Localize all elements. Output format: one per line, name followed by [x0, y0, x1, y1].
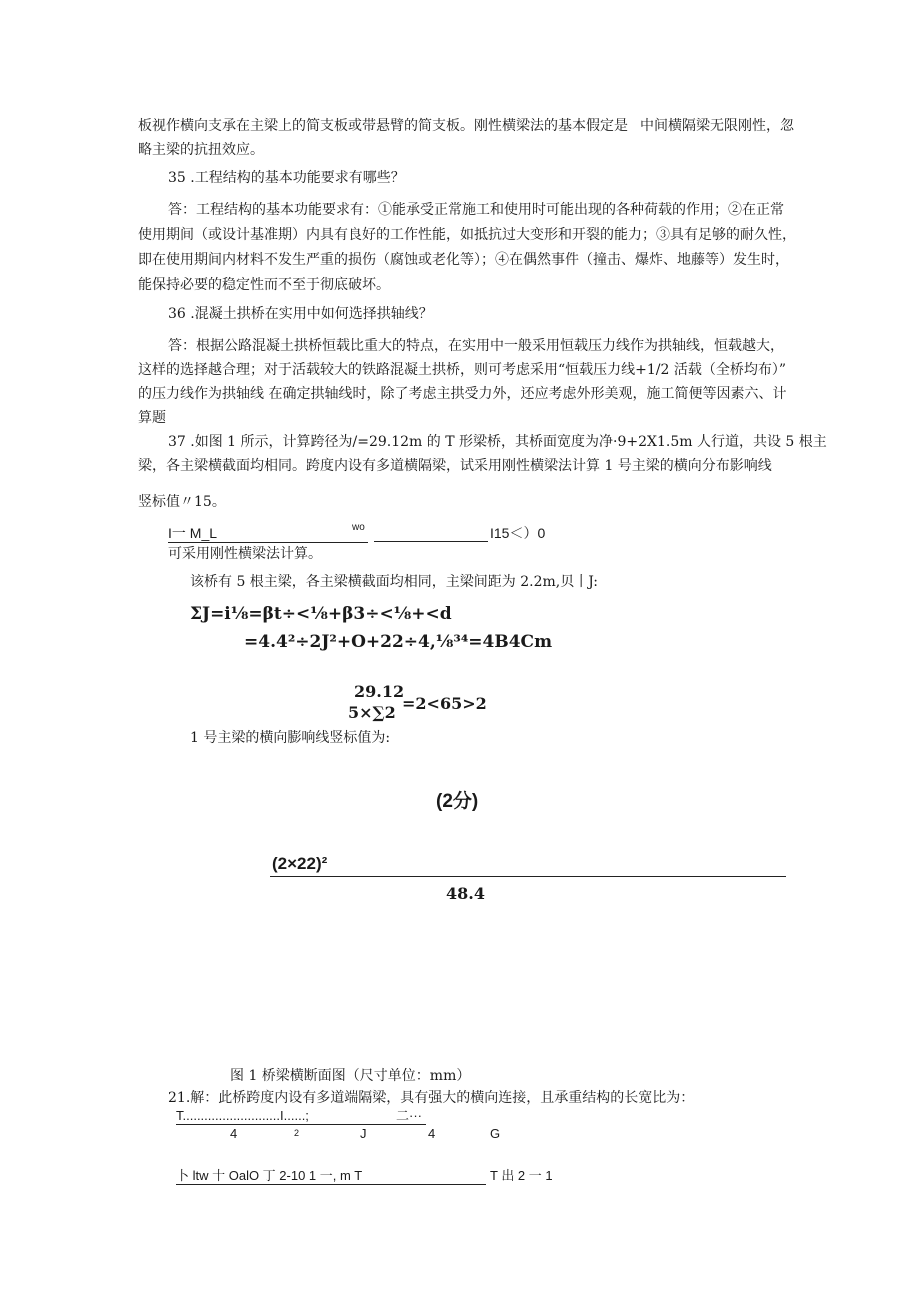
q21-last-tail: T 出 2 一 1: [490, 1168, 553, 1183]
fraction-denominator: 5×∑2: [348, 703, 396, 722]
q21-under-left: T...........................I......;: [176, 1108, 326, 1125]
q21-ratio-5: G: [490, 1126, 501, 1141]
q21-ratio-3: J: [360, 1126, 367, 1141]
q35-answer-line-1: 答：工程结构的基本功能要求有：①能承受正常施工和使用时可能出现的各种荷载的作用；②在正常: [168, 202, 784, 218]
big-fraction-denominator: 48.4: [446, 884, 485, 903]
fraction-result: =2<65>2: [402, 694, 487, 713]
q36-answer-line-2: 这样的选择越合理；对于活载较大的铁路混凝土拱桥，则可考虑采用“恒载压力线+1/2 活载（全桥均布）”: [138, 362, 787, 378]
underline-left: I一 M_L: [168, 524, 368, 543]
q35-answer-line-4: 能保持必要的稳定性而不至于彻底破坏。: [138, 277, 390, 293]
q21-ratio-1: 4: [230, 1126, 238, 1141]
q21-under-row: [176, 1108, 426, 1125]
underline-formula-row: [168, 524, 368, 543]
score-label: (2分): [436, 791, 479, 812]
fraction-numerator: 29.12: [354, 682, 405, 701]
underline-rule: [374, 541, 488, 542]
intro-line-2: 略主梁的抗扭效应。: [138, 142, 264, 158]
q21-last-row: [176, 1168, 553, 1185]
q21-under-right: [326, 1108, 426, 1125]
q36-question: 36 .混凝土拱桥在实用中如何选择拱轴线？: [168, 306, 433, 322]
equation-1: ΣJ=i⅛=βt÷<⅛+β3÷<⅛+<d: [190, 604, 452, 624]
q36-answer-line-1: 答：根据公路混凝土拱桥恒载比重大的特点，在实用中一般采用恒载压力线作为拱轴线，恒载越大，: [168, 338, 784, 354]
q21-ratio-2: 2: [294, 1128, 300, 1138]
intro-line-1b: 中间横隔梁无限刚性，忽: [640, 118, 794, 134]
q36-answer-line-3: 的压力线作为拱轴线 在确定拱轴线时，除了考虑主拱受力外，还应考虑外形美观，施工简便等因素六、计: [138, 386, 787, 402]
figure-caption: 图 1 桥梁横断面图（尺寸单位：mm）: [230, 1068, 471, 1084]
method-line: 可采用刚性横梁法计算。: [168, 546, 322, 562]
q21-line-1: 21.解：此桥跨度内设有多道端隔梁，具有强大的横向连接，且承重结构的长宽比为：: [168, 1090, 695, 1106]
intro-line-1a: 板视作横向支承在主梁上的简支板或带悬臂的简支板。刚性横梁法的基本假定是: [138, 118, 628, 134]
q35-question: 35 .工程结构的基本功能要求有哪些？: [168, 170, 405, 186]
q36-answer-line-4: 算题: [138, 410, 166, 426]
q35-answer-line-2: 使用期间（或设计基准期）内具有良好的工作性能，如抵抗过大变形和开裂的能力；③具有足够的耐久性，: [138, 227, 796, 243]
influence-line: 1 号主梁的横向膨响线竖标值为:: [190, 730, 391, 746]
q37-line-1: 37 .如图 1 所示，计算跨径为/=29.12m 的 T 形梁桥，其桥面宽度为净·9+2X1.5m 人行道，共设 5 根主: [168, 434, 827, 450]
q21-last-under: 卜 ltw 十 OalO 丁 2-10 1 一, m T: [176, 1168, 486, 1185]
q21-ratio-4: 4: [428, 1126, 436, 1141]
equation-2: =4.4²÷2J²+O+22÷4,⅛³⁴=4B4Cm: [244, 632, 553, 652]
underline-right: I15＜）0: [490, 525, 546, 541]
q35-answer-line-3: 即在使用期间内材料不发生严重的损伤（腐蚀或老化等）；④在偶然事件（撞击、爆炸、地藤等）发生时，: [138, 252, 789, 268]
big-fraction-bar: [270, 876, 786, 877]
q37-line-3: 竖标值〃15。: [138, 494, 226, 510]
spacing-line: 该桥有 5 根主梁，各主梁横截面均相同，主梁间距为 2.2m,贝丨J:: [190, 574, 599, 590]
big-fraction-numerator: (2×22)²: [272, 854, 328, 873]
underline-mid: wo: [352, 522, 365, 533]
q21-under-right-text: 二···: [396, 1108, 422, 1123]
q37-line-2: 梁，各主梁横截面均相同。跨度内设有多道横隔梁，试采用刚性横梁法计算 1 号主梁的横向分布影响线: [138, 458, 772, 474]
intro-line-1: [138, 116, 794, 136]
